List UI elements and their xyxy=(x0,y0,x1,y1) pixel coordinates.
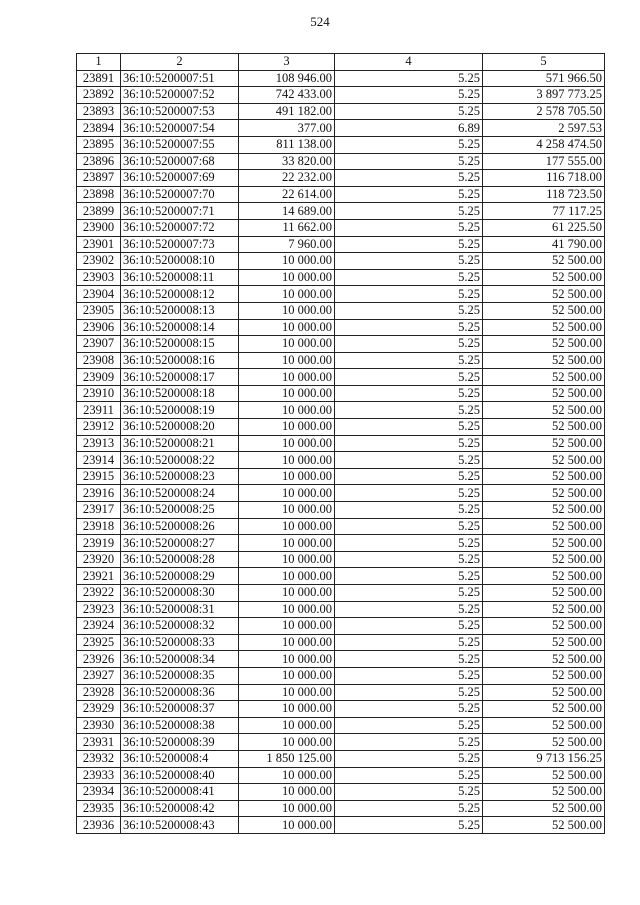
rate-value: 5.25 xyxy=(335,153,483,170)
row-number: 23893 xyxy=(77,103,121,120)
row-number: 23905 xyxy=(77,302,121,319)
table-row xyxy=(77,701,605,718)
table-row xyxy=(77,170,605,187)
rate-value: 5.25 xyxy=(335,468,483,485)
row-number: 23900 xyxy=(77,219,121,236)
area-value: 10 000.00 xyxy=(239,817,335,834)
cadastral-number: 36:10:5200007:73 xyxy=(121,236,239,253)
area-value: 10 000.00 xyxy=(239,369,335,386)
total-value: 52 500.00 xyxy=(483,269,605,286)
table-row xyxy=(77,502,605,519)
row-number: 23927 xyxy=(77,667,121,684)
table-row xyxy=(77,667,605,684)
total-value: 52 500.00 xyxy=(483,286,605,303)
area-value: 10 000.00 xyxy=(239,734,335,751)
rate-value: 5.25 xyxy=(335,485,483,502)
area-value: 10 000.00 xyxy=(239,684,335,701)
area-value: 10 000.00 xyxy=(239,419,335,436)
table-row xyxy=(77,302,605,319)
cadastral-number: 36:10:5200008:11 xyxy=(121,269,239,286)
table-body xyxy=(77,70,605,833)
row-number: 23909 xyxy=(77,369,121,386)
row-number: 23910 xyxy=(77,385,121,402)
table-row xyxy=(77,601,605,618)
cadastral-number: 36:10:5200007:52 xyxy=(121,87,239,104)
cadastral-number: 36:10:5200008:4 xyxy=(121,750,239,767)
row-number: 23897 xyxy=(77,170,121,187)
area-value: 10 000.00 xyxy=(239,767,335,784)
total-value: 52 500.00 xyxy=(483,717,605,734)
total-value: 52 500.00 xyxy=(483,568,605,585)
total-value: 52 500.00 xyxy=(483,767,605,784)
table-row xyxy=(77,253,605,270)
rate-value: 5.25 xyxy=(335,601,483,618)
total-value: 52 500.00 xyxy=(483,585,605,602)
total-value: 52 500.00 xyxy=(483,634,605,651)
area-value: 10 000.00 xyxy=(239,319,335,336)
total-value: 2 597.53 xyxy=(483,120,605,137)
row-number: 23929 xyxy=(77,701,121,718)
total-value: 52 500.00 xyxy=(483,385,605,402)
rate-value: 5.25 xyxy=(335,585,483,602)
table-row xyxy=(77,369,605,386)
cadastral-number: 36:10:5200007:68 xyxy=(121,153,239,170)
area-value: 377.00 xyxy=(239,120,335,137)
rate-value: 5.25 xyxy=(335,302,483,319)
area-value: 33 820.00 xyxy=(239,153,335,170)
cadastral-number: 36:10:5200007:53 xyxy=(121,103,239,120)
cadastral-number: 36:10:5200008:32 xyxy=(121,618,239,635)
area-value: 108 946.00 xyxy=(239,70,335,87)
row-number: 23928 xyxy=(77,684,121,701)
row-number: 23925 xyxy=(77,634,121,651)
row-number: 23922 xyxy=(77,585,121,602)
cadastral-number: 36:10:5200008:16 xyxy=(121,352,239,369)
row-number: 23894 xyxy=(77,120,121,137)
cadastral-number: 36:10:5200008:40 xyxy=(121,767,239,784)
column-header-3: 3 xyxy=(239,54,335,71)
cadastral-number: 36:10:5200007:51 xyxy=(121,70,239,87)
row-number: 23914 xyxy=(77,452,121,469)
area-value: 10 000.00 xyxy=(239,336,335,353)
header-row xyxy=(77,54,605,71)
land-registry-table xyxy=(76,53,605,834)
rate-value: 5.25 xyxy=(335,817,483,834)
area-value: 10 000.00 xyxy=(239,601,335,618)
area-value: 10 000.00 xyxy=(239,667,335,684)
row-number: 23891 xyxy=(77,70,121,87)
table-row xyxy=(77,717,605,734)
area-value: 22 232.00 xyxy=(239,170,335,187)
total-value: 52 500.00 xyxy=(483,402,605,419)
table-row xyxy=(77,103,605,120)
area-value: 10 000.00 xyxy=(239,402,335,419)
area-value: 10 000.00 xyxy=(239,568,335,585)
table-row xyxy=(77,352,605,369)
cadastral-number: 36:10:5200008:18 xyxy=(121,385,239,402)
rate-value: 5.25 xyxy=(335,535,483,552)
rate-value: 5.25 xyxy=(335,186,483,203)
total-value: 52 500.00 xyxy=(483,468,605,485)
table-header xyxy=(77,54,605,71)
cadastral-number: 36:10:5200008:28 xyxy=(121,551,239,568)
total-value: 52 500.00 xyxy=(483,485,605,502)
row-number: 23935 xyxy=(77,800,121,817)
cadastral-number: 36:10:5200008:43 xyxy=(121,817,239,834)
table-row xyxy=(77,319,605,336)
cadastral-number: 36:10:5200008:19 xyxy=(121,402,239,419)
row-number: 23907 xyxy=(77,336,121,353)
row-number: 23912 xyxy=(77,419,121,436)
total-value: 52 500.00 xyxy=(483,667,605,684)
total-value: 52 500.00 xyxy=(483,319,605,336)
rate-value: 5.25 xyxy=(335,452,483,469)
rate-value: 5.25 xyxy=(335,568,483,585)
rate-value: 5.25 xyxy=(335,618,483,635)
total-value: 116 718.00 xyxy=(483,170,605,187)
rate-value: 5.25 xyxy=(335,87,483,104)
total-value: 52 500.00 xyxy=(483,535,605,552)
table-row xyxy=(77,419,605,436)
rate-value: 5.25 xyxy=(335,402,483,419)
cadastral-number: 36:10:5200008:33 xyxy=(121,634,239,651)
cadastral-number: 36:10:5200008:41 xyxy=(121,784,239,801)
table-row xyxy=(77,452,605,469)
area-value: 14 689.00 xyxy=(239,203,335,220)
rate-value: 5.25 xyxy=(335,70,483,87)
row-number: 23936 xyxy=(77,817,121,834)
row-number: 23901 xyxy=(77,236,121,253)
rate-value: 5.25 xyxy=(335,385,483,402)
cadastral-number: 36:10:5200008:30 xyxy=(121,585,239,602)
row-number: 23902 xyxy=(77,253,121,270)
total-value: 52 500.00 xyxy=(483,352,605,369)
row-number: 23934 xyxy=(77,784,121,801)
table-row xyxy=(77,153,605,170)
rate-value: 5.25 xyxy=(335,136,483,153)
rate-value: 5.25 xyxy=(335,767,483,784)
rate-value: 6.89 xyxy=(335,120,483,137)
row-number: 23892 xyxy=(77,87,121,104)
rate-value: 5.25 xyxy=(335,319,483,336)
rate-value: 5.25 xyxy=(335,419,483,436)
table-row xyxy=(77,87,605,104)
total-value: 52 500.00 xyxy=(483,651,605,668)
row-number: 23926 xyxy=(77,651,121,668)
total-value: 52 500.00 xyxy=(483,502,605,519)
row-number: 23915 xyxy=(77,468,121,485)
row-number: 23921 xyxy=(77,568,121,585)
cadastral-number: 36:10:5200008:34 xyxy=(121,651,239,668)
cadastral-number: 36:10:5200007:54 xyxy=(121,120,239,137)
table-row xyxy=(77,618,605,635)
row-number: 23924 xyxy=(77,618,121,635)
area-value: 7 960.00 xyxy=(239,236,335,253)
row-number: 23908 xyxy=(77,352,121,369)
table-row xyxy=(77,336,605,353)
cadastral-number: 36:10:5200008:15 xyxy=(121,336,239,353)
table-row xyxy=(77,800,605,817)
rate-value: 5.25 xyxy=(335,551,483,568)
table-row xyxy=(77,120,605,137)
cadastral-number: 36:10:5200008:24 xyxy=(121,485,239,502)
column-header-2: 2 xyxy=(121,54,239,71)
cadastral-number: 36:10:5200008:25 xyxy=(121,502,239,519)
row-number: 23916 xyxy=(77,485,121,502)
row-number: 23903 xyxy=(77,269,121,286)
row-number: 23917 xyxy=(77,502,121,519)
total-value: 2 578 705.50 xyxy=(483,103,605,120)
table-row xyxy=(77,568,605,585)
table-row xyxy=(77,734,605,751)
total-value: 9 713 156.25 xyxy=(483,750,605,767)
cadastral-number: 36:10:5200008:10 xyxy=(121,253,239,270)
rate-value: 5.25 xyxy=(335,435,483,452)
area-value: 10 000.00 xyxy=(239,452,335,469)
total-value: 4 258 474.50 xyxy=(483,136,605,153)
area-value: 10 000.00 xyxy=(239,784,335,801)
area-value: 22 614.00 xyxy=(239,186,335,203)
table-row xyxy=(77,468,605,485)
cadastral-number: 36:10:5200008:27 xyxy=(121,535,239,552)
cadastral-number: 36:10:5200008:21 xyxy=(121,435,239,452)
row-number: 23906 xyxy=(77,319,121,336)
cadastral-number: 36:10:5200007:70 xyxy=(121,186,239,203)
total-value: 52 500.00 xyxy=(483,435,605,452)
table-row xyxy=(77,186,605,203)
area-value: 10 000.00 xyxy=(239,651,335,668)
area-value: 10 000.00 xyxy=(239,701,335,718)
total-value: 118 723.50 xyxy=(483,186,605,203)
table-row xyxy=(77,136,605,153)
area-value: 10 000.00 xyxy=(239,485,335,502)
cadastral-number: 36:10:5200008:35 xyxy=(121,667,239,684)
row-number: 23904 xyxy=(77,286,121,303)
table-row xyxy=(77,385,605,402)
area-value: 10 000.00 xyxy=(239,634,335,651)
table-row xyxy=(77,203,605,220)
rate-value: 5.25 xyxy=(335,634,483,651)
rate-value: 5.25 xyxy=(335,203,483,220)
rate-value: 5.25 xyxy=(335,236,483,253)
area-value: 10 000.00 xyxy=(239,286,335,303)
cadastral-number: 36:10:5200008:29 xyxy=(121,568,239,585)
total-value: 52 500.00 xyxy=(483,302,605,319)
area-value: 10 000.00 xyxy=(239,253,335,270)
rate-value: 5.25 xyxy=(335,170,483,187)
area-value: 10 000.00 xyxy=(239,302,335,319)
cadastral-number: 36:10:5200008:22 xyxy=(121,452,239,469)
rate-value: 5.25 xyxy=(335,269,483,286)
page-number: 524 xyxy=(310,14,330,29)
table-row xyxy=(77,70,605,87)
area-value: 10 000.00 xyxy=(239,800,335,817)
total-value: 177 555.00 xyxy=(483,153,605,170)
row-number: 23898 xyxy=(77,186,121,203)
table-row xyxy=(77,435,605,452)
total-value: 52 500.00 xyxy=(483,618,605,635)
table-row xyxy=(77,269,605,286)
cadastral-number: 36:10:5200008:38 xyxy=(121,717,239,734)
rate-value: 5.25 xyxy=(335,286,483,303)
area-value: 11 662.00 xyxy=(239,219,335,236)
area-value: 10 000.00 xyxy=(239,435,335,452)
area-value: 1 850 125.00 xyxy=(239,750,335,767)
area-value: 10 000.00 xyxy=(239,518,335,535)
row-number: 23896 xyxy=(77,153,121,170)
row-number: 23920 xyxy=(77,551,121,568)
area-value: 10 000.00 xyxy=(239,535,335,552)
area-value: 10 000.00 xyxy=(239,385,335,402)
cadastral-number: 36:10:5200007:55 xyxy=(121,136,239,153)
area-value: 10 000.00 xyxy=(239,585,335,602)
row-number: 23933 xyxy=(77,767,121,784)
rate-value: 5.25 xyxy=(335,800,483,817)
table-row xyxy=(77,767,605,784)
table-row xyxy=(77,817,605,834)
cadastral-number: 36:10:5200008:39 xyxy=(121,734,239,751)
total-value: 52 500.00 xyxy=(483,817,605,834)
column-header-5: 5 xyxy=(483,54,605,71)
cadastral-number: 36:10:5200008:23 xyxy=(121,468,239,485)
table-row xyxy=(77,535,605,552)
row-number: 23913 xyxy=(77,435,121,452)
row-number: 23932 xyxy=(77,750,121,767)
cadastral-number: 36:10:5200008:36 xyxy=(121,684,239,701)
rate-value: 5.25 xyxy=(335,518,483,535)
rate-value: 5.25 xyxy=(335,701,483,718)
rate-value: 5.25 xyxy=(335,369,483,386)
column-header-1: 1 xyxy=(77,54,121,71)
rate-value: 5.25 xyxy=(335,253,483,270)
total-value: 571 966.50 xyxy=(483,70,605,87)
rate-value: 5.25 xyxy=(335,784,483,801)
table-row xyxy=(77,750,605,767)
cadastral-number: 36:10:5200008:14 xyxy=(121,319,239,336)
rate-value: 5.25 xyxy=(335,502,483,519)
area-value: 10 000.00 xyxy=(239,352,335,369)
table-row xyxy=(77,684,605,701)
rate-value: 5.25 xyxy=(335,103,483,120)
table-row xyxy=(77,286,605,303)
cadastral-number: 36:10:5200008:12 xyxy=(121,286,239,303)
table-row xyxy=(77,585,605,602)
row-number: 23923 xyxy=(77,601,121,618)
rate-value: 5.25 xyxy=(335,717,483,734)
area-value: 811 138.00 xyxy=(239,136,335,153)
area-value: 491 182.00 xyxy=(239,103,335,120)
row-number: 23930 xyxy=(77,717,121,734)
rate-value: 5.25 xyxy=(335,352,483,369)
cadastral-number: 36:10:5200008:13 xyxy=(121,302,239,319)
total-value: 52 500.00 xyxy=(483,336,605,353)
cadastral-number: 36:10:5200007:69 xyxy=(121,170,239,187)
cadastral-number: 36:10:5200008:37 xyxy=(121,701,239,718)
table-row xyxy=(77,485,605,502)
total-value: 52 500.00 xyxy=(483,253,605,270)
cadastral-number: 36:10:5200008:20 xyxy=(121,419,239,436)
total-value: 52 500.00 xyxy=(483,369,605,386)
area-value: 10 000.00 xyxy=(239,551,335,568)
total-value: 52 500.00 xyxy=(483,734,605,751)
table-row xyxy=(77,518,605,535)
cadastral-number: 36:10:5200008:17 xyxy=(121,369,239,386)
area-value: 10 000.00 xyxy=(239,618,335,635)
rate-value: 5.25 xyxy=(335,734,483,751)
rate-value: 5.25 xyxy=(335,651,483,668)
column-header-4: 4 xyxy=(335,54,483,71)
total-value: 77 117.25 xyxy=(483,203,605,220)
row-number: 23895 xyxy=(77,136,121,153)
cadastral-number: 36:10:5200008:26 xyxy=(121,518,239,535)
row-number: 23911 xyxy=(77,402,121,419)
rate-value: 5.25 xyxy=(335,750,483,767)
cadastral-number: 36:10:5200007:71 xyxy=(121,203,239,220)
table-row xyxy=(77,236,605,253)
row-number: 23919 xyxy=(77,535,121,552)
rate-value: 5.25 xyxy=(335,336,483,353)
table-row xyxy=(77,651,605,668)
total-value: 52 500.00 xyxy=(483,452,605,469)
table-row xyxy=(77,551,605,568)
total-value: 52 500.00 xyxy=(483,551,605,568)
total-value: 52 500.00 xyxy=(483,518,605,535)
cadastral-number: 36:10:5200008:42 xyxy=(121,800,239,817)
row-number: 23931 xyxy=(77,734,121,751)
total-value: 3 897 773.25 xyxy=(483,87,605,104)
total-value: 52 500.00 xyxy=(483,800,605,817)
area-value: 10 000.00 xyxy=(239,502,335,519)
total-value: 61 225.50 xyxy=(483,219,605,236)
area-value: 10 000.00 xyxy=(239,269,335,286)
table-row xyxy=(77,634,605,651)
table-row xyxy=(77,784,605,801)
area-value: 742 433.00 xyxy=(239,87,335,104)
total-value: 52 500.00 xyxy=(483,701,605,718)
area-value: 10 000.00 xyxy=(239,468,335,485)
total-value: 52 500.00 xyxy=(483,601,605,618)
area-value: 10 000.00 xyxy=(239,717,335,734)
rate-value: 5.25 xyxy=(335,667,483,684)
total-value: 41 790.00 xyxy=(483,236,605,253)
rate-value: 5.25 xyxy=(335,219,483,236)
row-number: 23918 xyxy=(77,518,121,535)
total-value: 52 500.00 xyxy=(483,419,605,436)
total-value: 52 500.00 xyxy=(483,684,605,701)
total-value: 52 500.00 xyxy=(483,784,605,801)
table-row xyxy=(77,402,605,419)
table-row xyxy=(77,219,605,236)
cadastral-number: 36:10:5200008:31 xyxy=(121,601,239,618)
row-number: 23899 xyxy=(77,203,121,220)
cadastral-number: 36:10:5200007:72 xyxy=(121,219,239,236)
rate-value: 5.25 xyxy=(335,684,483,701)
